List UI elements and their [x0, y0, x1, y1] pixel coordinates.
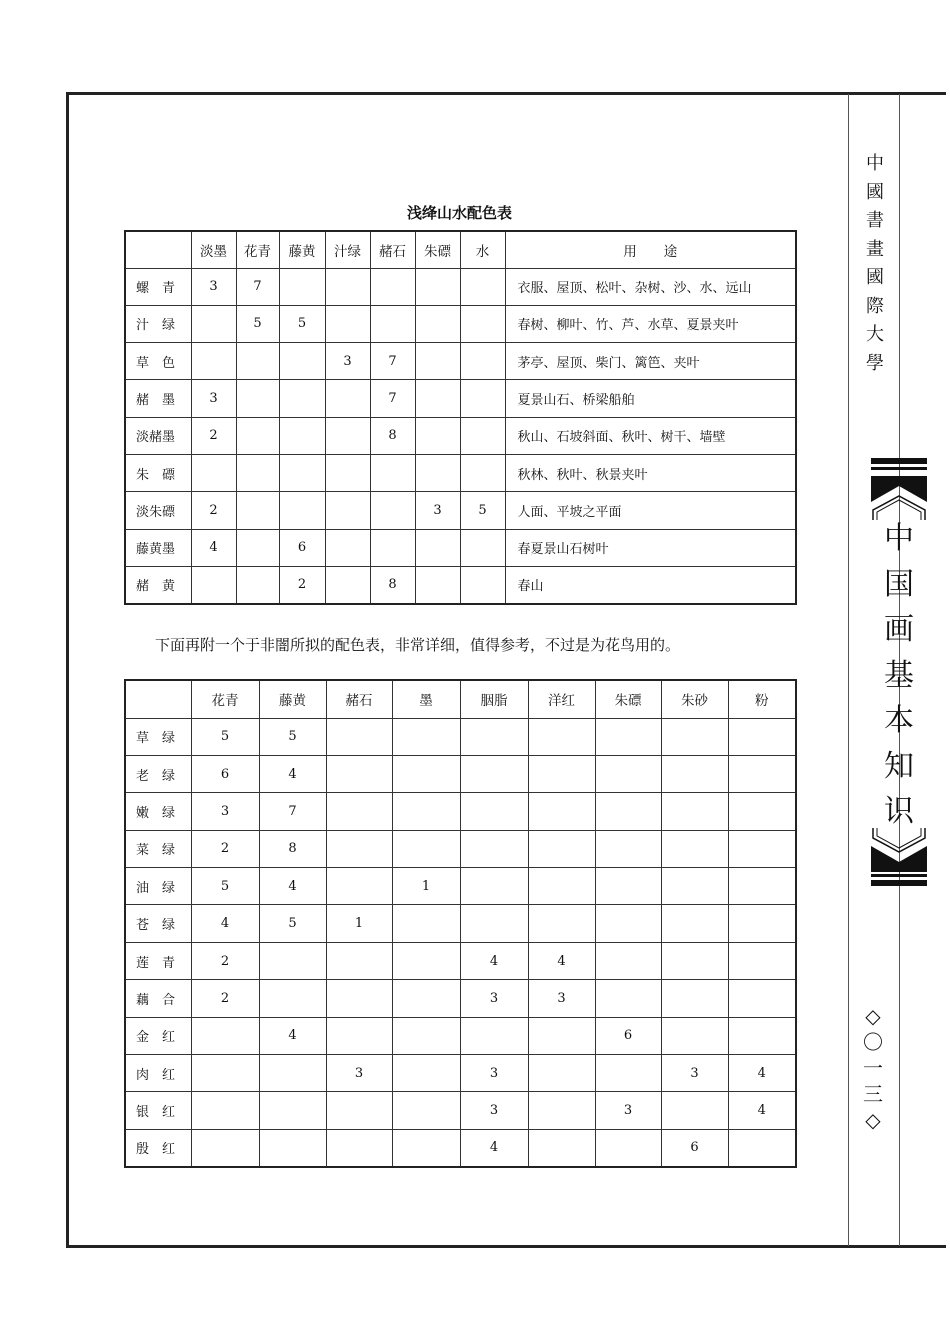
table2-cell — [528, 1017, 595, 1054]
table1-cell — [415, 417, 460, 454]
table1-cell — [460, 566, 505, 603]
table2-cell — [326, 1129, 392, 1166]
table1-use-cell: 春山 — [505, 566, 796, 603]
table1-cell — [415, 380, 460, 417]
table1-row-name: 赭 黄 — [125, 566, 191, 603]
series-title — [852, 150, 898, 378]
table1-cell — [279, 268, 325, 305]
table2-cell — [728, 793, 796, 830]
series-title-char: 學 — [866, 352, 884, 374]
table1-cell — [325, 268, 370, 305]
table2-cell — [392, 755, 460, 792]
table2-row-name: 菜 绿 — [125, 830, 191, 867]
table2-cell — [528, 1129, 595, 1166]
page-number-char: 〇 — [863, 1030, 883, 1054]
book-title-char: 基 — [884, 657, 914, 693]
table2-cell — [661, 793, 728, 830]
table2-header-cell: 洋红 — [528, 680, 595, 718]
title-top-ornament — [871, 476, 927, 520]
table2-row — [125, 980, 796, 1017]
table1-header-cell: 用 途 — [505, 231, 796, 268]
table2-header-cell: 墨 — [392, 680, 460, 718]
table2-cell: 4 — [460, 942, 528, 979]
table2-cell — [259, 980, 326, 1017]
table2-cell — [595, 755, 661, 792]
table2-header-cell: 胭脂 — [460, 680, 528, 718]
table2-cell: 3 — [191, 793, 259, 830]
bird-flower-color-table — [124, 679, 797, 1168]
table2-cell: 5 — [191, 868, 259, 905]
table2-cell — [191, 1055, 259, 1092]
table2-row — [125, 1092, 796, 1129]
table2-row-name: 莲 青 — [125, 942, 191, 979]
table1-cell — [415, 268, 460, 305]
table2-cell — [460, 755, 528, 792]
table1-cell: 7 — [236, 268, 279, 305]
book-title-char: 国 — [884, 566, 914, 602]
table1-cell — [325, 566, 370, 603]
page-number-char: 一 — [863, 1056, 883, 1080]
table2-cell — [326, 718, 392, 755]
page-number-char: ◇ — [865, 1004, 881, 1028]
book-title-char: 识 — [884, 794, 914, 829]
table2-cell — [259, 1055, 326, 1092]
table2-row — [125, 1055, 796, 1092]
table1-cell: 2 — [191, 417, 236, 454]
table1-cell — [370, 305, 415, 342]
table1-row — [125, 566, 796, 603]
table1-cell — [325, 529, 370, 566]
title-bottom-bar — [871, 880, 927, 886]
table2-cell: 4 — [259, 755, 326, 792]
page-number-char: 三 — [863, 1082, 883, 1106]
table2-cell — [528, 718, 595, 755]
title-bottom-ornament — [871, 828, 927, 872]
table1-cell — [191, 343, 236, 380]
table2-cell: 4 — [259, 1017, 326, 1054]
table1-cell: 3 — [415, 492, 460, 529]
table1-row — [125, 343, 796, 380]
table2-cell: 1 — [392, 868, 460, 905]
table1-cell: 2 — [279, 566, 325, 603]
book-title-char: 中 — [884, 521, 914, 556]
table2-cell — [528, 755, 595, 792]
table2-cell — [595, 1129, 661, 1166]
series-title-char: 畫 — [866, 238, 884, 260]
table2-cell — [595, 1055, 661, 1092]
table2-cell — [392, 980, 460, 1017]
table1-header-cell: 淡墨 — [191, 231, 236, 268]
table2-cell — [661, 905, 728, 942]
table2-cell — [528, 905, 595, 942]
table2-cell — [326, 1092, 392, 1129]
table1-row-name: 淡朱磦 — [125, 492, 191, 529]
table2-row-name: 油 绿 — [125, 868, 191, 905]
table1-cell — [325, 305, 370, 342]
table2-cell: 1 — [326, 905, 392, 942]
table2-cell — [728, 830, 796, 867]
table1-row — [125, 380, 796, 417]
table2-header-cell: 藤黄 — [259, 680, 326, 718]
table2-cell — [595, 793, 661, 830]
table2-row-name: 苍 绿 — [125, 905, 191, 942]
table2-cell — [460, 830, 528, 867]
table1-cell — [236, 566, 279, 603]
table2-cell — [595, 942, 661, 979]
table2-row-name: 藕 合 — [125, 980, 191, 1017]
table1-cell — [325, 417, 370, 454]
table1-cell — [325, 492, 370, 529]
table2-cell — [191, 1092, 259, 1129]
table1-cell — [370, 268, 415, 305]
table2-row-name: 嫩 绿 — [125, 793, 191, 830]
table2-row — [125, 830, 796, 867]
table1-row — [125, 268, 796, 305]
table2-cell: 4 — [528, 942, 595, 979]
table2-cell — [392, 905, 460, 942]
table1-cell — [460, 380, 505, 417]
table2-row-name: 银 红 — [125, 1092, 191, 1129]
table2-cell: 3 — [460, 1092, 528, 1129]
table1-cell: 3 — [191, 380, 236, 417]
table2-row-name: 草 绿 — [125, 718, 191, 755]
table1-cell — [460, 305, 505, 342]
table2-header-row — [125, 680, 796, 718]
table2-row — [125, 942, 796, 979]
table1-header-cell: 藤黄 — [279, 231, 325, 268]
table2-cell: 6 — [191, 755, 259, 792]
table1-cell — [236, 343, 279, 380]
table2-cell — [728, 1017, 796, 1054]
table1-row-name: 汁 绿 — [125, 305, 191, 342]
table2-cell — [728, 1129, 796, 1166]
table1-cell — [415, 529, 460, 566]
table1-use-cell: 人面、平坡之平面 — [505, 492, 796, 529]
table2-cell — [326, 868, 392, 905]
table2-cell: 2 — [191, 942, 259, 979]
table1-cell — [191, 566, 236, 603]
table2-cell — [595, 905, 661, 942]
table1-cell — [460, 417, 505, 454]
table1-cell — [415, 454, 460, 491]
table1-cell — [325, 380, 370, 417]
table2-row — [125, 868, 796, 905]
table1-cell — [279, 492, 325, 529]
table1-row-name: 藤黄墨 — [125, 529, 191, 566]
table2-cell — [460, 718, 528, 755]
table1-row — [125, 454, 796, 491]
table1-use-cell: 秋林、秋叶、秋景夹叶 — [505, 454, 796, 491]
sidebar-divider-left — [848, 94, 849, 1246]
table1-header-cell: 花青 — [236, 231, 279, 268]
table1-cell — [191, 305, 236, 342]
table1-cell: 8 — [370, 566, 415, 603]
table2-cell — [595, 868, 661, 905]
table1-cell: 3 — [191, 268, 236, 305]
table1-cell — [279, 454, 325, 491]
table2-cell: 3 — [460, 1055, 528, 1092]
table2-cell: 3 — [460, 980, 528, 1017]
series-title-char: 書 — [866, 210, 884, 231]
table2-cell — [191, 1129, 259, 1166]
table2-cell — [326, 980, 392, 1017]
table2-cell: 7 — [259, 793, 326, 830]
table1-cell — [460, 454, 505, 491]
table1-cell — [191, 454, 236, 491]
table2-header-cell: 赭石 — [326, 680, 392, 718]
table2-cell: 6 — [595, 1017, 661, 1054]
table1-use-cell: 春夏景山石树叶 — [505, 529, 796, 566]
table1-cell — [460, 529, 505, 566]
series-title-char: 中 — [866, 153, 884, 174]
table1-cell — [415, 305, 460, 342]
table1-header-cell: 汁绿 — [325, 231, 370, 268]
table1-header-cell — [125, 231, 191, 268]
table1-row-name: 朱 磦 — [125, 454, 191, 491]
table2-cell: 3 — [528, 980, 595, 1017]
table1-cell: 3 — [325, 343, 370, 380]
table2-row-name: 老 绿 — [125, 755, 191, 792]
table1-cell: 4 — [191, 529, 236, 566]
table1-use-cell: 春树、柳叶、竹、芦、水草、夏景夹叶 — [505, 305, 796, 342]
table1-cell: 7 — [370, 343, 415, 380]
table2-cell — [661, 1017, 728, 1054]
table2-cell — [392, 718, 460, 755]
table1-row-name: 赭 墨 — [125, 380, 191, 417]
table2-cell: 5 — [259, 718, 326, 755]
table1-cell — [460, 343, 505, 380]
table2-cell: 4 — [191, 905, 259, 942]
series-title-char: 國 — [866, 267, 884, 288]
table1-cell — [325, 454, 370, 491]
table1-header-cell: 水 — [460, 231, 505, 268]
table1-row-name: 螺 青 — [125, 268, 191, 305]
table2-cell: 8 — [259, 830, 326, 867]
table2-cell: 4 — [728, 1092, 796, 1129]
table1-cell — [279, 380, 325, 417]
table2-cell — [661, 755, 728, 792]
table1-use-cell: 衣服、屋顶、松叶、杂树、沙、水、远山 — [505, 268, 796, 305]
table1-use-cell: 秋山、石坡斜面、秋叶、树干、墙壁 — [505, 417, 796, 454]
table2-cell — [661, 830, 728, 867]
table2-cell: 4 — [460, 1129, 528, 1166]
table2-cell: 2 — [191, 980, 259, 1017]
table2-cell — [661, 868, 728, 905]
table2-cell — [661, 942, 728, 979]
table1-cell: 7 — [370, 380, 415, 417]
table2-cell — [392, 830, 460, 867]
table2-header-cell: 花青 — [191, 680, 259, 718]
table2-cell — [528, 830, 595, 867]
table1-row — [125, 492, 796, 529]
table1-cell — [236, 380, 279, 417]
table1-row-name: 草 色 — [125, 343, 191, 380]
table2-cell — [728, 980, 796, 1017]
table1-title: 浅绛山水配色表 — [406, 204, 512, 222]
table2-row — [125, 755, 796, 792]
title-top-bar-thin — [871, 467, 927, 470]
table1-row-name: 淡赭墨 — [125, 417, 191, 454]
table2-cell — [528, 793, 595, 830]
table2-header-cell: 朱砂 — [661, 680, 728, 718]
table2-cell — [528, 1055, 595, 1092]
table1-cell: 2 — [191, 492, 236, 529]
table1-cell — [236, 492, 279, 529]
table2-cell — [728, 942, 796, 979]
page-number — [862, 1003, 884, 1133]
table2-cell — [259, 942, 326, 979]
table2-cell — [528, 868, 595, 905]
series-title-char: 際 — [866, 295, 884, 317]
table2-cell — [392, 1055, 460, 1092]
table1-cell — [279, 343, 325, 380]
table2-header-cell: 粉 — [728, 680, 796, 718]
table2-cell: 6 — [661, 1129, 728, 1166]
table2-row — [125, 793, 796, 830]
table2-cell: 2 — [191, 830, 259, 867]
table2-cell — [661, 1092, 728, 1129]
table2-cell: 3 — [661, 1055, 728, 1092]
table2-row — [125, 718, 796, 755]
table2-cell: 3 — [326, 1055, 392, 1092]
table2-cell — [326, 793, 392, 830]
table1-cell: 8 — [370, 417, 415, 454]
table1-cell: 6 — [279, 529, 325, 566]
table2-cell — [728, 905, 796, 942]
book-title — [871, 516, 927, 835]
table1-cell: 5 — [279, 305, 325, 342]
table2-cell — [392, 1129, 460, 1166]
table2-cell — [460, 905, 528, 942]
table2-cell — [728, 755, 796, 792]
table2-cell — [661, 980, 728, 1017]
table2-cell — [528, 1092, 595, 1129]
table2-cell — [728, 718, 796, 755]
table2-cell — [392, 942, 460, 979]
table2-cell — [326, 755, 392, 792]
table2-cell — [259, 1129, 326, 1166]
title-top-bar — [871, 458, 927, 464]
table1-cell — [460, 268, 505, 305]
table1-cell — [279, 417, 325, 454]
table2-cell — [392, 793, 460, 830]
table1-cell — [415, 566, 460, 603]
table2-header-cell: 朱磦 — [595, 680, 661, 718]
table1-cell — [236, 454, 279, 491]
page-number-char: ◇ — [865, 1108, 881, 1132]
table2-row — [125, 1129, 796, 1166]
landscape-color-table — [124, 230, 797, 605]
table2-cell: 5 — [259, 905, 326, 942]
table2-row-name: 肉 红 — [125, 1055, 191, 1092]
table1-row — [125, 417, 796, 454]
table2-cell — [595, 718, 661, 755]
table1-row — [125, 529, 796, 566]
table2-header-cell — [125, 680, 191, 718]
table1-cell — [370, 454, 415, 491]
table2-row — [125, 1017, 796, 1054]
book-title-char: 知 — [884, 748, 914, 784]
table1-use-cell: 夏景山石、桥梁船舶 — [505, 380, 796, 417]
table2-cell: 4 — [728, 1055, 796, 1092]
table2-cell — [460, 1017, 528, 1054]
table2-row-name: 殷 红 — [125, 1129, 191, 1166]
table2-cell — [326, 942, 392, 979]
table2-cell — [392, 1017, 460, 1054]
table1-cell — [415, 343, 460, 380]
table1-cell: 5 — [460, 492, 505, 529]
book-title-char: 本 — [884, 703, 914, 738]
table2-cell — [460, 793, 528, 830]
table1-header-cell: 朱磦 — [415, 231, 460, 268]
table2-cell — [259, 1092, 326, 1129]
table1-cell: 5 — [236, 305, 279, 342]
table2-cell: 4 — [259, 868, 326, 905]
book-title-char: 画 — [884, 612, 914, 647]
series-title-char: 大 — [866, 324, 884, 345]
table2-cell — [661, 718, 728, 755]
table2-cell: 3 — [595, 1092, 661, 1129]
table2-row — [125, 905, 796, 942]
table2-cell — [326, 830, 392, 867]
table1-row — [125, 305, 796, 342]
table2-cell — [595, 980, 661, 1017]
table2-cell — [460, 868, 528, 905]
table2-cell — [595, 830, 661, 867]
table1-header-row — [125, 231, 796, 268]
table1-cell — [236, 529, 279, 566]
table1-use-cell: 茅亭、屋顶、柴门、篱笆、夹叶 — [505, 343, 796, 380]
table2-cell: 5 — [191, 718, 259, 755]
table1-header-cell: 赭石 — [370, 231, 415, 268]
title-bottom-bar-thin — [871, 874, 927, 877]
table2-cell — [191, 1017, 259, 1054]
table1-cell — [236, 417, 279, 454]
table2-cell — [326, 1017, 392, 1054]
note-paragraph: 下面再附一个于非闇所拟的配色表，非常详细，值得参考，不过是为花鸟用的。 — [155, 636, 681, 654]
table1-cell — [370, 529, 415, 566]
table2-row-name: 金 红 — [125, 1017, 191, 1054]
table1-cell — [370, 492, 415, 529]
series-title-char: 國 — [866, 181, 884, 203]
table2-cell — [728, 868, 796, 905]
table2-cell — [392, 1092, 460, 1129]
